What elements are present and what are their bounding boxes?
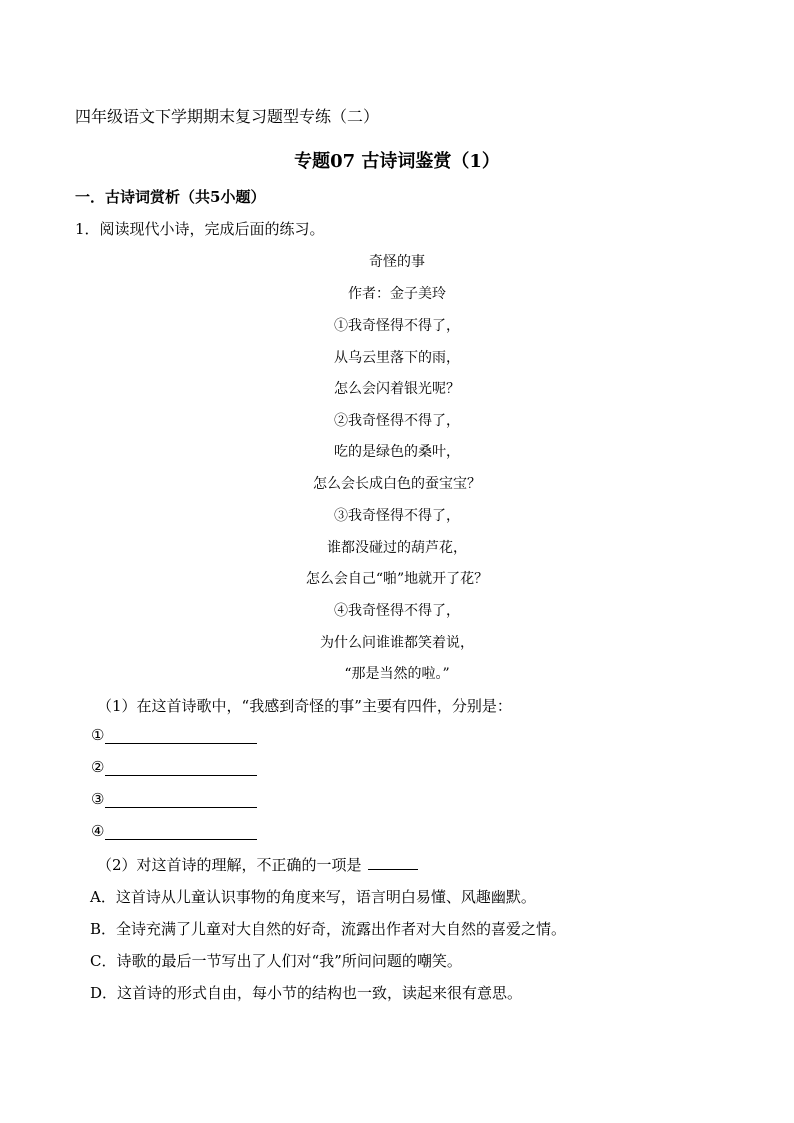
poem-line: 怎么会自己“啪”地就开了花？ <box>305 571 489 587</box>
poem-line: 谁都没碰过的葫芦花， <box>327 540 467 556</box>
answer-row-2 <box>91 758 257 776</box>
option-b: B．全诗充满了儿童对大自然的好奇，流露出作者对大自然的喜爱之情。 <box>90 920 567 938</box>
poem-line: ①我奇怪得不得了， <box>334 318 460 334</box>
document-subtitle: 四年级语文下学期期末复习题型专练（二） <box>75 107 380 126</box>
choice-answer-blank[interactable] <box>368 855 418 870</box>
answer-marker: ① <box>91 726 105 744</box>
answer-blank[interactable] <box>105 759 257 776</box>
answer-row-3 <box>91 790 257 808</box>
option-a: A．这首诗从儿童认识事物的角度来写，语言明白易懂、风趣幽默。 <box>90 888 536 906</box>
part-1-prompt: （1）在这首诗歌中，“我感到奇怪的事”主要有四件，分别是： <box>97 697 512 715</box>
poem-title: 奇怪的事 <box>369 254 425 270</box>
section-heading: 一．古诗词赏析（共5小题） <box>75 188 266 206</box>
document-title: 专题07 古诗词鉴赏（1） <box>294 151 500 172</box>
answer-blank[interactable] <box>105 823 257 840</box>
poem-line: ③我奇怪得不得了， <box>334 508 460 524</box>
answer-marker: ③ <box>91 790 105 808</box>
option-d: D．这首诗的形式自由，每小节的结构也一致，读起来很有意思。 <box>90 984 523 1002</box>
poem-line: 从乌云里落下的雨， <box>334 350 460 366</box>
answer-blank[interactable] <box>105 727 257 744</box>
question-1-prompt: 1．阅读现代小诗，完成后面的练习。 <box>75 220 325 238</box>
answer-marker: ④ <box>91 822 105 840</box>
poem-line: 吃的是绿色的桑叶， <box>334 444 460 460</box>
answer-blank[interactable] <box>105 791 257 808</box>
answer-row-4 <box>91 822 257 840</box>
poem-line: 为什么问谁谁都笑着说， <box>320 635 474 651</box>
poem-line: “那是当然的啦。” <box>344 666 450 682</box>
option-c: C．诗歌的最后一节写出了人们对“我”所问问题的嘲笑。 <box>90 952 462 970</box>
answer-row-1 <box>91 726 257 744</box>
part-2-row <box>97 854 418 875</box>
answer-marker: ② <box>91 758 105 776</box>
part-2-prompt: （2）对这首诗的理解，不正确的一项是 <box>97 856 362 874</box>
poem-line: ②我奇怪得不得了， <box>334 413 460 429</box>
poem-line: 怎么会长成白色的蚕宝宝？ <box>313 476 481 492</box>
poem-author: 作者：金子美玲 <box>348 286 446 302</box>
poem-line: ④我奇怪得不得了， <box>334 603 460 619</box>
poem-line: 怎么会闪着银光呢？ <box>334 381 460 397</box>
